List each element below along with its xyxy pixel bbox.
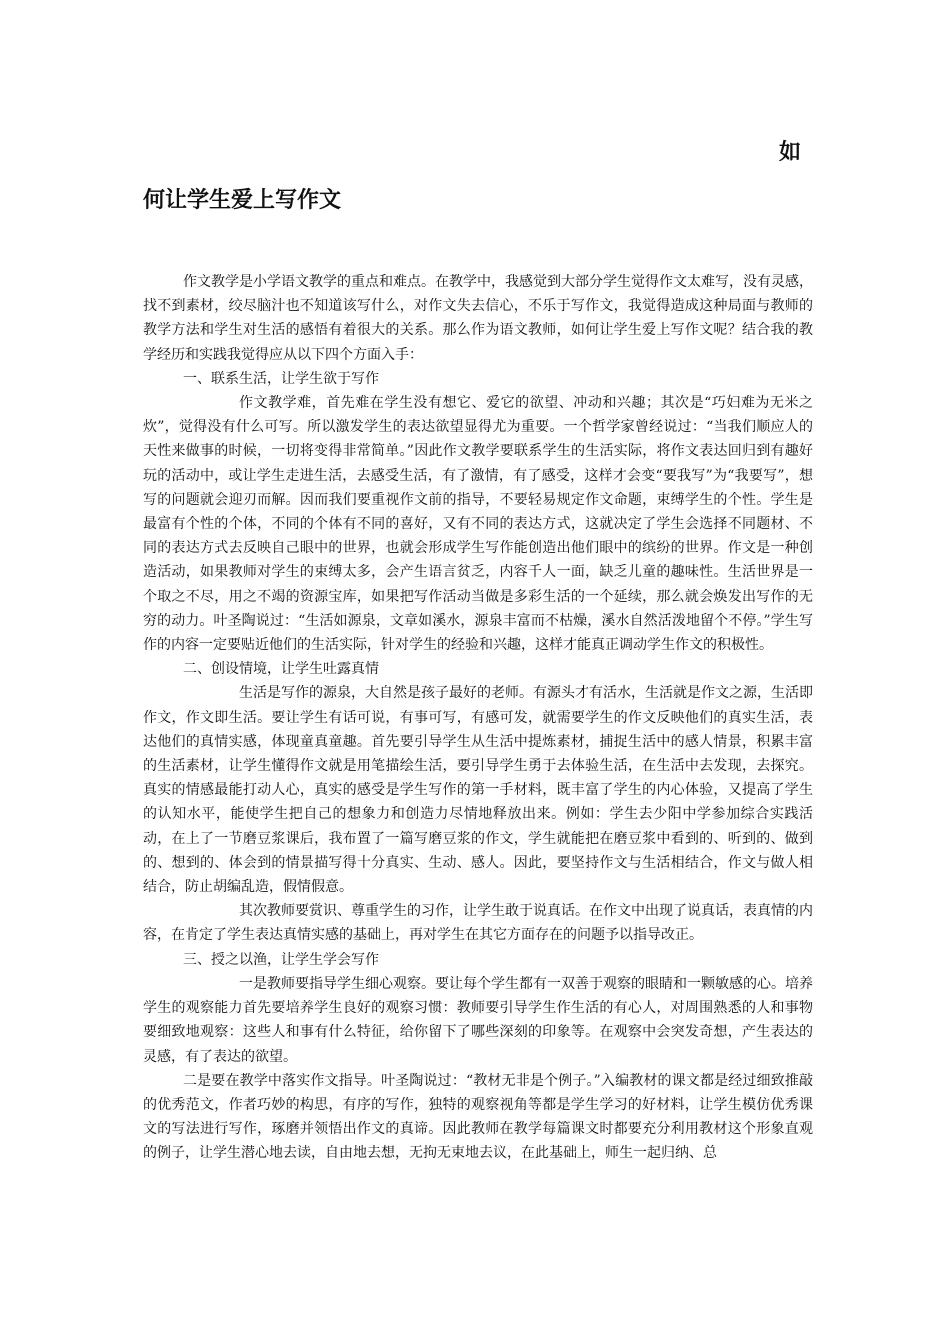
page-title: 何让学生爱上写作文: [143, 187, 342, 213]
paragraph-section-2a: 生活是写作的源泉，大自然是孩子最好的老师。有源头才有活水，生活就是作文之源，生活即作文，作文即生活。要让学生有话可说，有事可写，有感可发，就需要学生的作文反映他们的真实生活，表达他们的真情实感，体现童真童趣。首先要引导学生从生活中提炼素材，捕捉生活中的感人情景，积累丰富的生活素材，让学生懂得作文就是用笔描绘生活，要引导学生勇于去体验生活，在生活中去发现，去探究。真实的情感最能打动人心，真实的感受是学生写作的第一手材料，既丰富了学生的内心体验，又提高了学生的认知水平，能使学生把自己的想象力和创造力尽情地释放出来。例如：学生去少阳中学参加综合实践活动，在上了一节磨豆浆课后，我布置了一篇写磨豆浆的作文，学生就能把在磨豆浆中看到的、听到的、做到的、想到的、体会到的情景描写得十分真实、生动、感人。因此，要坚持作文与生活相结合，作文与做人相结合，防止胡编乱造，假情假意。: [143, 685, 813, 896]
section-heading-3: 三、授之以渔，让学生学会写作: [183, 951, 379, 968]
paragraph-section-1: 作文教学难，首先难在学生没有想它、爱它的欲望、冲动和兴趣；其次是“巧妇难为无米之炊”，觉得没有什么可写。所以激发学生的表达欲望显得尤为重要。一个哲学家曾经说过：“当我们顺应人的天性来做事的时候，一切将变得非常简单。”因此作文教学要联系学生的生活实际，将作文表达回归到有趣好玩的活动中，或让学生走进生活，去感受生活，有了激情，有了感受，这样才会变“要我写”为“我要写”，想写的问题就会迎刃而解。因而我们要重视作文前的指导，不要轻易规定作文命题，束缚学生的个性。学生是最富有个性的个体，不同的个体有不同的喜好，又有不同的表达方式，这就决定了学生会选择不同题材、不同的表达方式去反映自己眼中的世界，也就会形成学生写作能创造出他们眼中的缤纷的世界。作文是一种创造活动，如果教师对学生的束缚太多，会产生语言贫乏，内容千人一面，缺乏儿童的趣味性。生活世界是一个取之不尽，用之不竭的资源宝库，如果把写作活动当做是多彩生活的一个延续，那么就会焕发出写作的无穷的动力。叶圣陶说过：“生活如源泉，文章如溪水，源泉丰富而不枯燥，溪水自然活泼地留个不停。”学生写作的内容一定要贴近他们的生活实际，针对学生的经验和兴趣，这样才能真正调动学生作文的积极性。: [143, 395, 813, 654]
paragraph-intro: 作文教学是小学语文教学的重点和难点。在教学中，我感觉到大部分学生觉得作文太难写，没有灵感，找不到素材，绞尽脑汁也不知道该写什么，对作文失去信心，不乐于写作文，我觉得造成这种局面与教师的教学方法和学生对生活的感悟有着很大的关系。那么作为语文教师，如何让学生爱上写作文呢？结合我的教学经历和实践我觉得应从以下四个方面入手：: [143, 274, 813, 363]
section-heading-1: 一、联系生活，让学生欲于写作: [183, 370, 379, 387]
title-first-char: 如: [779, 139, 802, 165]
paragraph-section-3a: 一是教师要指导学生细心观察。要让每个学生都有一双善于观察的眼睛和一颗敏感的心。培养学生的观察能力首先要培养学生良好的观察习惯：教师要引导学生作生活的有心人，对周围熟悉的人和事物要细致地观察：这些人和事有什么特征，给你留下了哪些深刻的印象等。在观察中会突发奇想，产生表达的灵感，有了表达的欲望。: [143, 975, 813, 1065]
section-heading-2: 二、创设情境，让学生吐露真情: [183, 661, 379, 678]
paragraph-section-2b: 其次教师要赏识、尊重学生的习作，让学生敢于说真话。在作文中出现了说真话，表真情的内容，在肯定了学生表达真情实感的基础上，再对学生在其它方面存在的问题予以指导改正。: [143, 903, 813, 944]
body-text: [143, 270, 813, 1166]
paragraph-section-3b: 二是要在教学中落实作文指导。叶圣陶说过：“教材无非是个例子。”入编教材的课文都是经过细致推敲的优秀范文，作者巧妙的构思，有序的写作，独特的观察视角等都是学生学习的好材料，让学生模仿优秀课文的写法进行写作，琢磨并领悟出作文的真谛。因此教师在教学每篇课文时都要充分利用教材这个形象直观的例子，让学生潜心地去读，自由地去想，无拘无束地去议，在此基础上，师生一起归纳、总: [143, 1072, 813, 1162]
